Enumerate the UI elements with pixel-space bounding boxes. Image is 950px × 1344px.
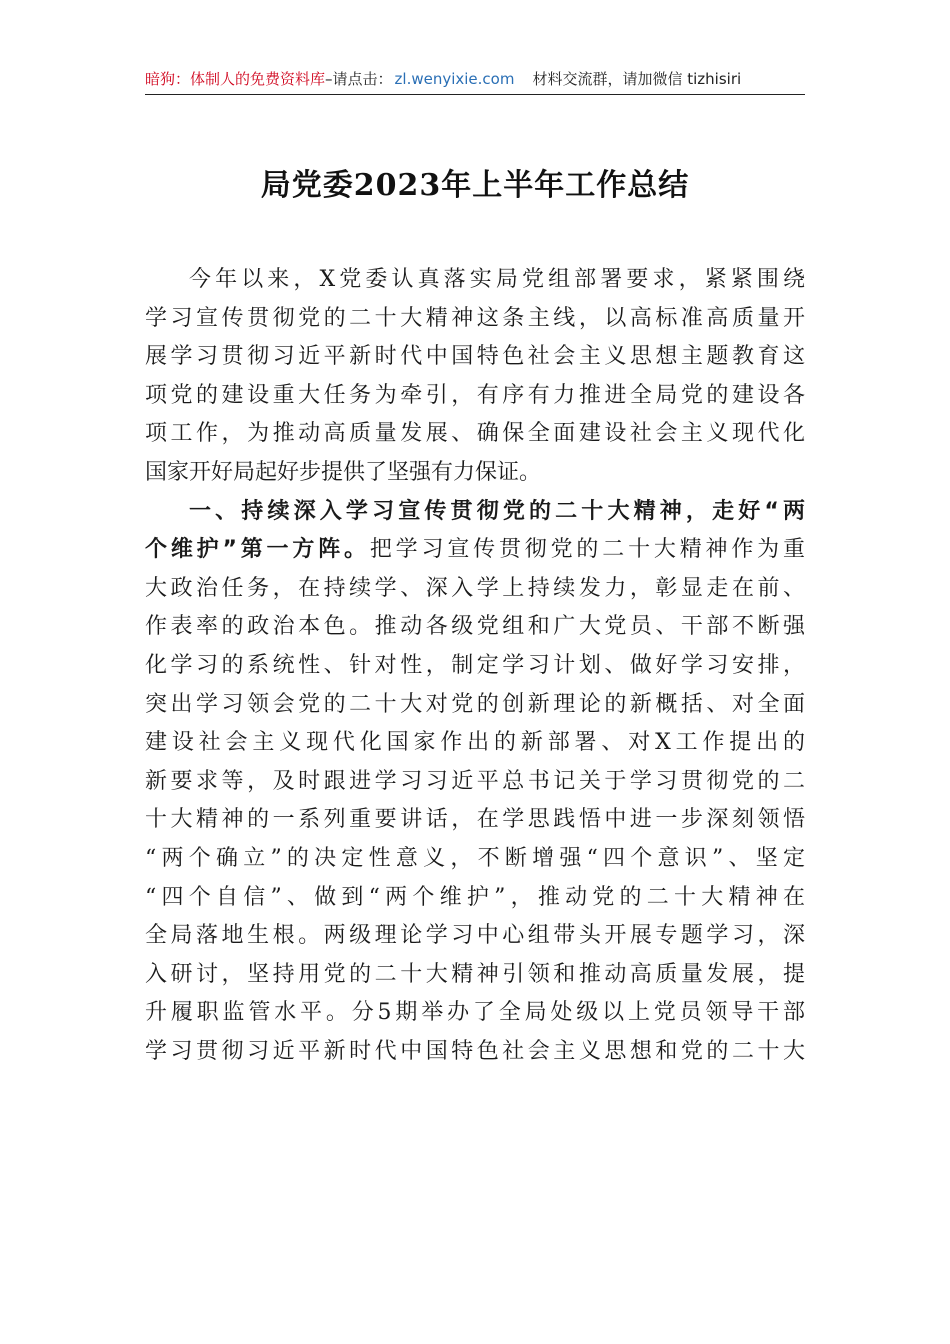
paragraph-2-line: 化学习的系统性、针对性，制定学习计划、做好学习安排， [145, 652, 805, 678]
paragraph-1-line: 项党的建设重大任务为牵引，有序有力推进全局党的建设各 [145, 382, 805, 408]
paragraph-2-line: 十大精神的一系列重要讲话，在学思践悟中进一步深刻领悟 [145, 807, 805, 833]
document-title: 局党委2023年上半年工作总结 [260, 168, 690, 203]
header-prompt: –请点击： [325, 70, 393, 88]
paragraph-2-line: “四个自信”、做到“两个维护”，推动党的二十大精神在 [145, 884, 805, 910]
header-contact: 材料交流群，请加微信 tizhisiri [532, 70, 742, 88]
paragraph-2-line: 升履职监管水平。分5期举办了全局处级以上党员领导干部 [145, 1000, 805, 1026]
paragraph-2-line: “两个确立”的决定性意义，不断增强“四个意识”、坚定 [145, 845, 805, 871]
paragraph-2-line: 学习贯彻习近平新时代中国特色社会主义思想和党的二十大 [145, 1038, 805, 1064]
page-header [145, 66, 805, 95]
section-heading-line: 一、持续深入学习宣传贯彻党的二十大精神，走好“两 [189, 498, 805, 524]
paragraph-2-line: 大政治任务，在持续学、深入学上持续发力，彰显走在前、 [145, 575, 805, 601]
paragraph-2-line: 全局落地生根。两级理论学习中心组带头开展专题学习，深 [145, 923, 805, 949]
document-body [145, 261, 805, 1071]
paragraph-2-line: 作表率的政治本色。推动各级党组和广大党员、干部不断强 [145, 614, 805, 640]
paragraph-2-line: 新要求等，及时跟进学习习近平总书记关于学习贯彻党的二 [145, 768, 805, 794]
paragraph-2-line [145, 531, 805, 570]
header-brand: 暗狗：体制人的免费资料库 [145, 70, 326, 88]
paragraph-1-line: 项工作，为推动高质量发展、确保全面建设社会主义现代化 [145, 421, 805, 447]
paragraph-2-line: 突出学习领会党的二十大对党的创新理论的新概括、对全面 [145, 691, 805, 717]
paragraph-2-line: 建设社会主义现代化国家作出的新部署、对X工作提出的 [145, 730, 805, 756]
paragraph-1-line: 展学习贯彻习近平新时代中国特色社会主义思想主题教育这 [145, 344, 805, 370]
section-heading-tail: 个维护”第一方阵。 [145, 537, 370, 563]
paragraph-2-line: 入研讨，坚持用党的二十大精神引领和推动高质量发展，提 [145, 961, 805, 987]
paragraph-2-first-text: 把学习宣传贯彻党的二十大精神作为重 [369, 537, 805, 563]
paragraph-1-line: 学习宣传贯彻党的二十大精神这条主线，以高标准高质量开 [145, 305, 805, 331]
paragraph-1-line: 今年以来，X党委认真落实局党组部署要求，紧紧围绕 [189, 267, 805, 292]
paragraph-1-line: 国家开好局起好步提供了坚强有力保证。 [145, 459, 542, 485]
header-link[interactable]: zl.wenyixie.com [394, 70, 515, 88]
